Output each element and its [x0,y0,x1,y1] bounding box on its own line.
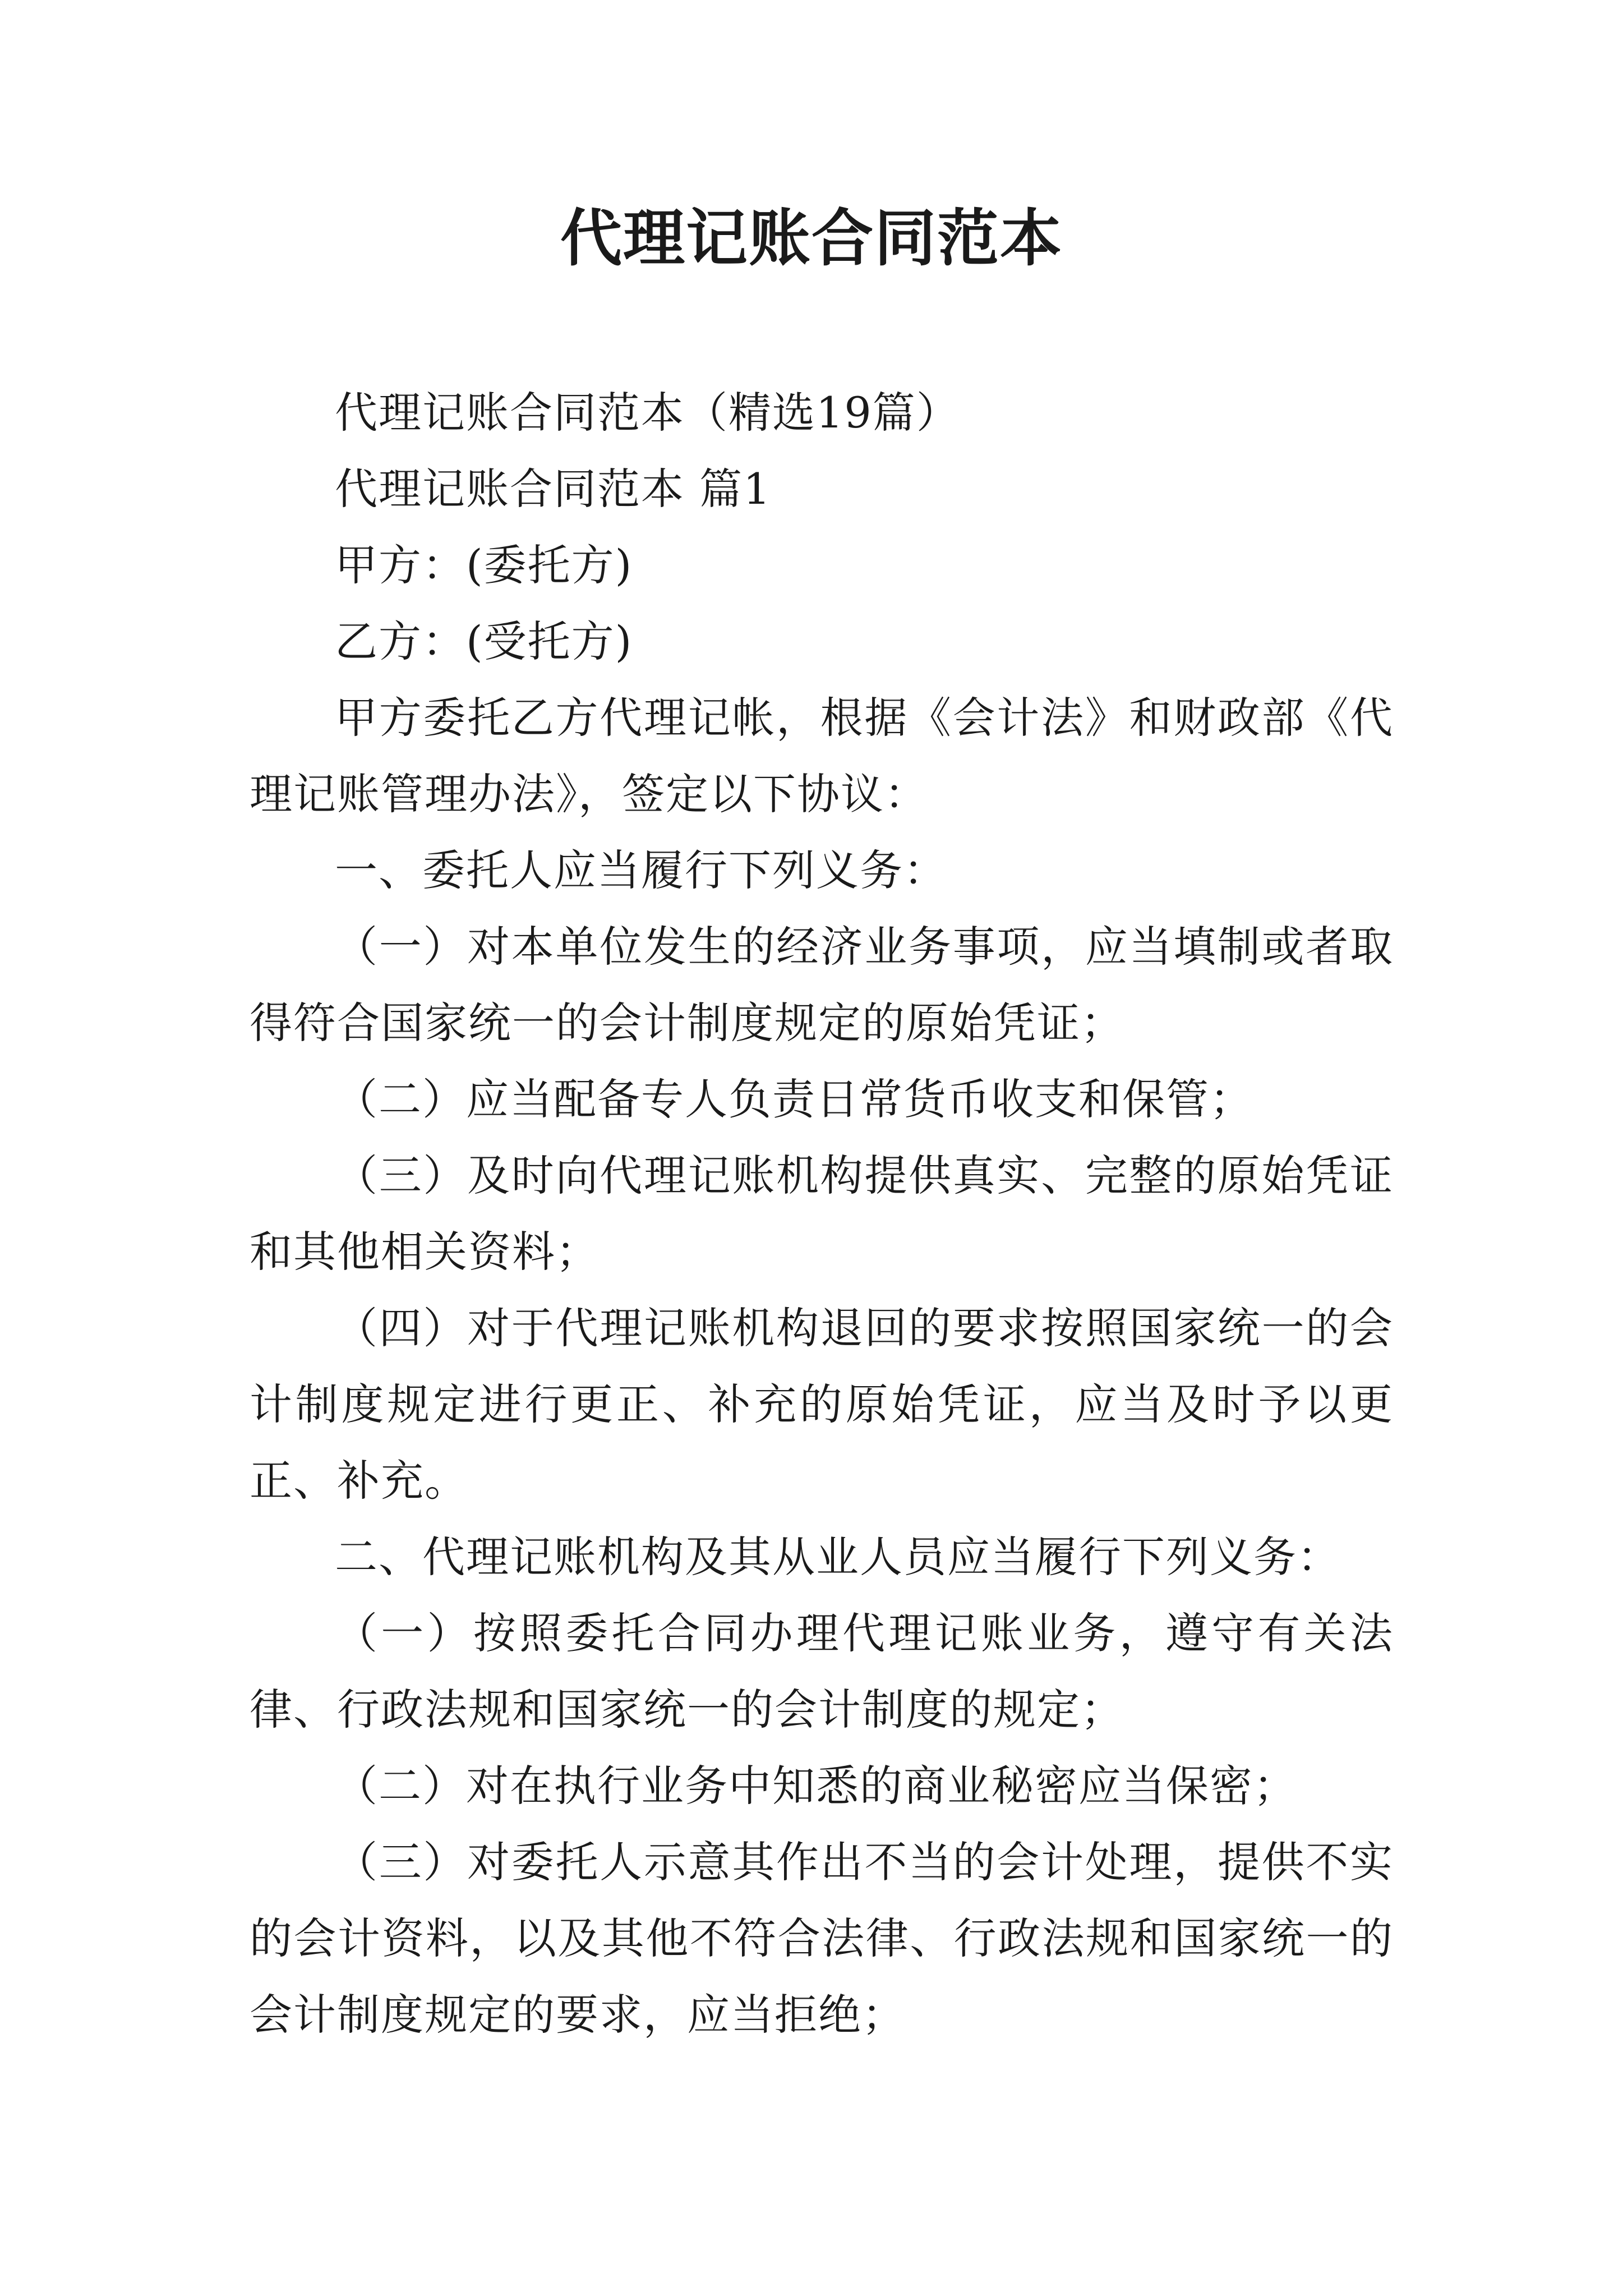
paragraph-clause-1-heading: 一、委托人应当履行下列义务： [335,845,947,895]
paragraph-preamble: 甲方委托乙方代理记帐，根据《会计法》和财政部《代理记账管理办法》，签定以下协议： [250,693,1394,819]
paragraph-clause-2-item-1: （一）按照委托合同办理代理记账业务，遵守有关法律、行政法规和国家统一的会计制度的规定； [250,1608,1394,1734]
document-title: 代理记账合同范本 [560,202,1063,274]
paragraph-section-heading: 代理记账合同范本 篇1 [335,464,772,514]
paragraph-party-b: 乙方：(受托方) [335,616,633,666]
paragraph-clause-1-item-3: （三）及时向代理记账机构提供真实、完整的原始凭证和其他相关资料； [250,1151,1394,1277]
document-body [250,375,1394,2053]
paragraph-party-a: 甲方：(委托方) [335,540,633,590]
paragraph-clause-1-item-2: （二）应当配备专人负责日常货币收支和保管； [335,1074,1253,1124]
paragraph-clause-2-heading: 二、代理记账机构及其从业人员应当履行下列义务： [335,1532,1341,1582]
paragraph-clause-2-item-2: （二）对在执行业务中知悉的商业秘密应当保密； [335,1761,1297,1811]
paragraph-clause-1-item-4: （四）对于代理记账机构退回的要求按照国家统一的会计制度规定进行更正、补充的原始凭证，应当及时予以更正、补充。 [250,1303,1394,1506]
paragraph-subtitle: 代理记账合同范本（精选19篇） [335,388,960,438]
paragraph-clause-2-item-3: （三）对委托人示意其作出不当的会计处理，提供不实的会计资料，以及其他不符合法律、行政法规和国家统一的会计制度规定的要求，应当拒绝； [250,1837,1394,2040]
paragraph-clause-1-item-1: （一）对本单位发生的经济业务事项，应当填制或者取得符合国家统一的会计制度规定的原始凭证； [250,922,1394,1048]
